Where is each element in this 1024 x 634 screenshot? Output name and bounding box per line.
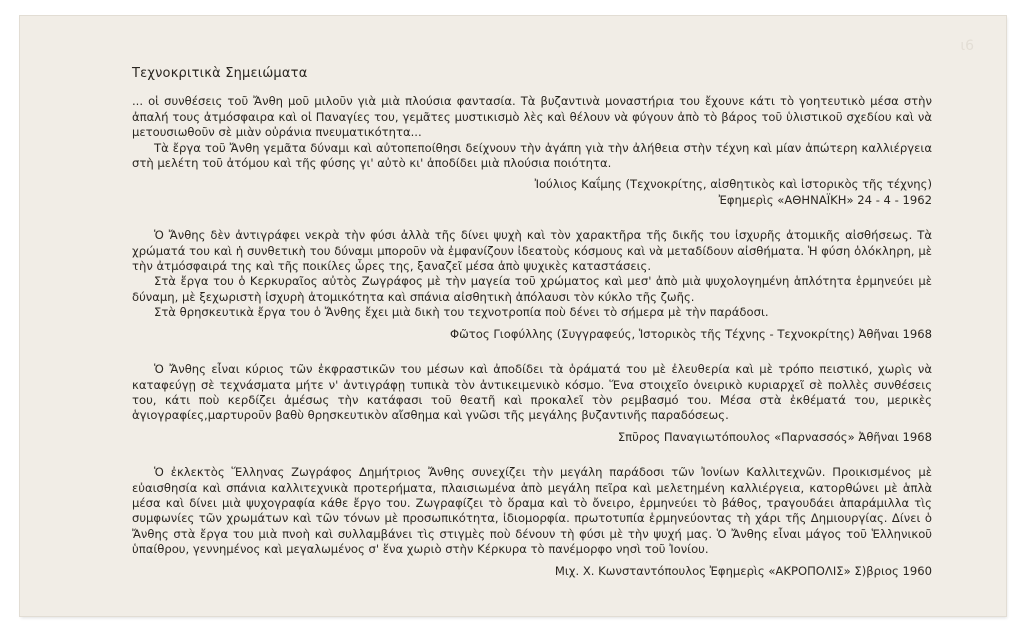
document-page: [20, 16, 1006, 616]
review-attribution: Φῶτος Γιοφύλλης (Συγγραφεύς, Ἱστορικὸς τῆς Τέχνης - Τεχνοκρίτης) Ἀθῆναι 1968: [449, 326, 932, 341]
review-source: Ἐφημερὶς «ΑΘΗΝΑΪΚΗ» 24 - 4 - 1962: [718, 192, 932, 207]
review-konstantopoulos: [132, 465, 932, 579]
review-paragraph: ... οἱ συνθέσεις τοῦ Ἄνθη μοῦ μιλοῦν γιὰ μιὰ πλούσια φαντασία. Τὰ βυζαντινὰ μοναστήρια του ἔχουνε κάτι τὸ γοητευτικὸ μέσα στὴν ἀπαλή τους ἀτμόσφαιρα καὶ οἱ Παναγίες του, γεμᾶτες μυστικισμὸ λὲς καὶ θέλουν νὰ φύγουν ἀπὸ τὸ βάρος τοῦ ὑλιστικοῦ σχεδίου καὶ νὰ μετουσιωθοῦν σὲ μιὰν οὐράνια πνευματικότητα...: [132, 94, 932, 140]
review-paragraph: Στὰ θρησκευτικὰ ἔργα του ὁ Ἄνθης ἔχει μιὰ δικὴ του τεχνοτροπία ποὺ δένει τὸ σήμερα μὲ τὴν παράδοσι.: [154, 305, 769, 320]
review-attribution: Σπῦρος Παναγιωτόπουλος «Παρνασσός» Ἀθῆναι 1968: [617, 429, 932, 444]
page-title: Τεχνοκριτικὰ Σημειώματα: [132, 66, 308, 81]
review-paragraph: Στὰ ἔργα του ὁ Κερκυραῖος αὐτὸς Ζωγράφος μὲ τὴν μαγεία τοῦ χρώματος καὶ μεσ' ἀπὸ μιὰ ψυχολογημένη ἁπλότητα ἑρμηνεύει μὲ δύναμη, μὲ ξεχωριστὴ ἰσχυρὴ ἀτομικότητα καὶ σπάνια αἰσθητικὴ ἀπόλαυσι τὸν κύκλο τῆς ζωῆς.: [132, 274, 932, 304]
review-attribution: Μιχ. Χ. Κωνσταντόπουλος Ἐφημερὶς «ΑΚΡΟΠΟΛΙΣ» Σ)βριος 1960: [554, 563, 932, 578]
review-panagiotopoulos: [132, 362, 932, 445]
review-giofyllis: [132, 228, 932, 342]
review-paragraph: Ὁ Ἄνθης δὲν ἀντιγράφει νεκρὰ τὴν φύσι ἀλλὰ τῆς δίνει ψυχὴ καὶ τὸν χαρακτῆρα τῆς δικῆς του ἰσχυρῆς ἀτομικῆς αἰσθήσεως. Τὰ χρώματά του καὶ ἡ συνθετικὴ του δύναμι μποροῦν νὰ ἐμφανίζουν ἰδεατοὺς κόσμους καὶ νὰ μεταδίδουν αἰσθήματα. Ἡ φύση ὁλόκληρη, μὲ τὴν ἀτμόσφαιρά της καὶ τῆς ποικίλες ὧρες της, ξαναζεῖ μέσα ἀπὸ ψυχικὲς καταστάσεις.: [132, 228, 932, 274]
review-paragraph: Τὰ ἔργα τοῦ Ἄνθη γεμᾶτα δύναμι καὶ αὐτοπεποίθησι δείχνουν τὴν ἀγάπη γιὰ τὴν ἀλήθεια στὴν τέχνη καὶ μίαν ἀπώτερη καλλιέργεια στὴ μελέτη τοῦ ἀτόμου καὶ τῆς φύσης γι' αὐτὸ κι' ἀποδίδει μιὰ πλούσια ποιότητα.: [132, 140, 932, 171]
review-kaimis: [132, 94, 932, 208]
review-attribution: Ἰούλιος Καΐμης (Τεχνοκρίτης, αἰσθητικὸς καὶ ἱστορικὸς τῆς τέχνης): [534, 177, 932, 192]
review-paragraph: Ὁ ἐκλεκτὸς Ἕλληνας Ζωγράφος Δημήτριος Ἄνθης συνεχίζει τὴν μεγάλη παράδοσι τῶν Ἰονίων Καλλιτεχνῶν. Προικισμένος μὲ εὐαισθησία καὶ σπάνια καλλιτεχνικὰ προτερήματα, πλαισιωμένα ἀπὸ μεγάλη πεῖρα καὶ μελετημένη καλλιέργεια, κατορθώνει μὲ ἁπλὰ μέσα καὶ δίνει μιὰ ψυχογραφία κάθε ἔργο του. Ζωγραφίζει τὸ ὅραμα καὶ τὸ ὄνειρο, ἑρμηνεύει τὸ βάθος, τραγουδάει ἁπαράμιλλα τὶς συμφωνίες τῶν χρωμάτων καὶ τῶν τόνων μὲ προσωπικότητα, ἰδιομορφία. πρωτοτυπία ἑρμηνεύοντας τὴ χάρι τῆς Δημιουργίας. Δίνει ὁ Ἄνθης στὰ ἔργα του μιὰ πνοὴ καὶ συλλαμβάνει τὶς στιγμὲς ποὺ δένουν τὴ φύσι μὲ τὴν ψυχή μας. Ὁ Ἄνθης εἶναι μάγος τοῦ Ἑλληνικοῦ ὑπαίθρου, γεννημένος καὶ μεγαλωμένος σ' ἕνα χωριὸ στὴν Κέρκυρα τὸ πανέμορφο νησὶ τοῦ Ἰονίου.: [132, 465, 932, 557]
review-paragraph: Ὁ Ἄνθης εἶναι κύριος τῶν ἐκφραστικῶν του μέσων καὶ ἀποδίδει τὰ ὁράματά του μὲ ἐλευθερία καὶ μὲ τρόπο πειστικό, χωρὶς νὰ καταφεύγῃ σὲ τεχνάσματα μήτε ν' ἀντιγράφῃ τυπικὰ τὸν ἀντικειμενικὸ κόσμο. Ἕνα στοιχεῖο ὀνειρικὸ κυριαρχεῖ σὲ πολλὲς συνθέσεις του, κάτι ποὺ κερδίζει ἀμέσως τὴν κατάφασι τοῦ θεατῆ καὶ προκαλεῖ τὸν ρεμβασμό του. Μέσα στὰ ἐκθέματά του, μερικὲς ἁγιογραφίες,μαρτυροῦν βαθὺ θρησκευτικὸν αἴσθημα καὶ γνῶσι τῆς μεγάλης βυζαντινῆς παραδόσεως.: [132, 362, 932, 423]
faint-pencil-mark: ι6: [960, 38, 974, 54]
document-body: [132, 66, 932, 579]
